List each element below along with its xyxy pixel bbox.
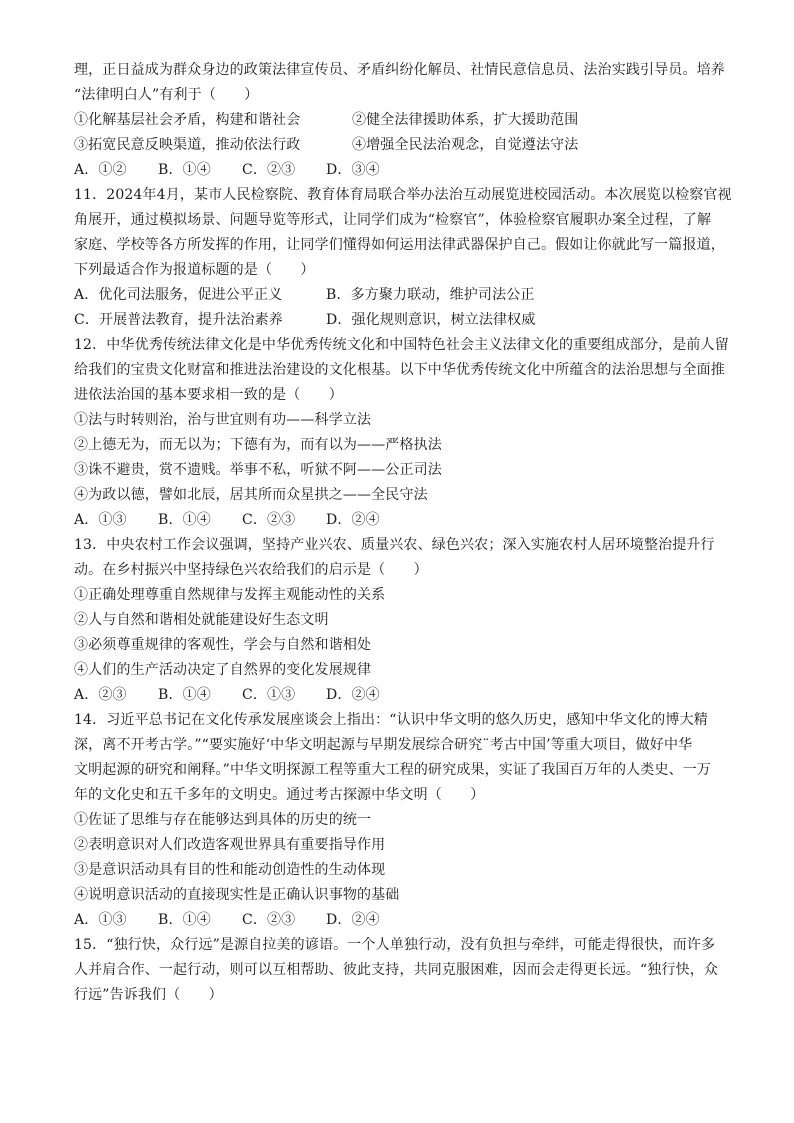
answer-options <box>74 683 724 708</box>
answer-option-a: A．优化司法服务，促进公平正义 <box>74 287 283 303</box>
answer-option-d: D．③④ <box>326 162 380 178</box>
question-stem-line: 12．中华优秀传统法律文化是中华优秀传统文化和中国特色社会主义法律文化的重要组成部分，是前人留 <box>74 337 729 353</box>
answer-option-b: B．①④ <box>158 912 211 928</box>
statement: ③是意识活动具有目的性和能动创造性的生动体现 <box>74 862 386 878</box>
question-stem-line: “法律明白人”有利于（ ） <box>74 87 259 103</box>
answer-option-b: B．①④ <box>158 687 211 703</box>
answer-option-c: C．①③ <box>242 687 296 703</box>
statement: ③拓宽民意反映渠道，推动依法行政 <box>74 137 301 153</box>
question-stem-line: 13．中央农村工作会议强调，坚持产业兴农、质量兴农、绿色兴农；深入实施农村人居环境整治提升行 <box>74 537 715 553</box>
statement-row <box>74 108 724 133</box>
question-stem-line: 14．习近平总书记在文化传承发展座谈会上指出：“认识中华文明的悠久历史，感知中华文化的博大精 <box>74 712 708 728</box>
statement: ④说明意识活动的直接现实性是正确认识事物的基础 <box>74 887 400 903</box>
answer-option-c: C．②③ <box>242 912 296 928</box>
statement: ①佐证了思维与存在能够达到具体的历史的统一 <box>74 812 372 828</box>
statement: ②表明意识对人们改造客观世界具有重要指导作用 <box>74 837 386 853</box>
answer-option-d: D．强化规则意识，树立法律权威 <box>326 312 536 328</box>
question-12 <box>74 333 729 533</box>
question-stem-line: 人并肩合作、一起行动，则可以互相帮助、彼此支持，共同克服困难，因而会走得更长远。“独行快，众 <box>74 962 719 978</box>
statement: ④人们的生产活动决定了自然界的变化发展规律 <box>74 662 372 678</box>
question-stem-line: 理，正日益成为群众身边的政策法律宣传员、矛盾纠纷化解员、社情民意信息员、法治实践引导员。培养 <box>74 62 725 78</box>
statement: ②上德无为，而无以为；下德有为，而有以为——严格执法 <box>74 437 442 453</box>
question-stem-line: 动。在乡村振兴中坚持绿色兴农给我们的启示是（ ） <box>74 562 428 578</box>
answer-option-d: D．②④ <box>326 512 380 528</box>
answer-option-d: D．②④ <box>326 687 380 703</box>
question-stem-line: 深，离不开考古学。”“要实施好‘中华文明起源与早期发展综合研究¨考古中国’等重大项目，做好中华 <box>74 737 693 753</box>
statement: ②健全法律援助体系，扩大援助范围 <box>352 112 579 128</box>
answer-option-c: C．②③ <box>242 512 296 528</box>
answer-options <box>74 508 724 533</box>
question-stem-line: 行远”告诉我们（ ） <box>74 987 223 1003</box>
answer-options <box>74 908 724 933</box>
statement-row <box>74 133 724 158</box>
answer-options <box>74 158 724 183</box>
answer-options-row <box>74 308 724 333</box>
question-stem-line: 角展开，通过模拟场景、问题导览等形式，让同学们成为“检察官”，体验检察官履职办案全过程，了解 <box>74 212 712 228</box>
exam-page <box>74 58 732 1008</box>
answer-option-b: B．①④ <box>158 162 211 178</box>
answer-option-d: D．②④ <box>326 912 380 928</box>
statement: ④增强全民法治观念，自觉遵法守法 <box>352 137 579 153</box>
question-14 <box>74 708 724 933</box>
answer-option-a: A．②③ <box>74 687 127 703</box>
answer-option-c: C．②③ <box>242 162 296 178</box>
statement: ②人与自然和谐相处就能建设好生态文明 <box>74 612 329 628</box>
statement: ①正确处理尊重自然规律与发挥主观能动性的关系 <box>74 587 386 603</box>
question-10 <box>74 58 724 183</box>
question-stem-line: 进依法治国的基本要求相一致的是（ ） <box>74 387 343 403</box>
question-stem-line: 年的文化史和五千多年的文明史。通过考古探源中华文明（ ） <box>74 787 485 803</box>
answer-option-a: A．①② <box>74 162 127 178</box>
question-stem-line: 文明起源的研究和阐释。”中华文明探源工程等重大工程的研究成果，实证了我国百万年的人类史、一万 <box>74 762 712 778</box>
answer-option-b: B．①④ <box>158 512 211 528</box>
question-stem-line: 下列最适合作为报道标题的是（ ） <box>74 262 315 278</box>
question-stem-line: 11．2024年4月，某市人民检察院、教育体育局联合举办法治互动展览进校园活动。本次展览以检察官视 <box>74 187 732 203</box>
question-stem-line: 15．“独行快，众行远”是源自拉美的谚语。一个人单独行动，没有负担与牵绊，可能走得很快，而许多 <box>74 937 716 953</box>
statement: ③必须尊重规律的客观性，学会与自然和谐相处 <box>74 637 372 653</box>
question-11 <box>74 183 732 333</box>
question-13 <box>74 533 724 708</box>
question-15 <box>74 933 724 1008</box>
answer-option-a: A．①③ <box>74 912 127 928</box>
statement: ④为政以德，譬如北辰，居其所而众星拱之——全民守法 <box>74 487 428 503</box>
answer-option-a: A．①③ <box>74 512 127 528</box>
statement: ①法与时转则治，治与世宜则有功——科学立法 <box>74 412 372 428</box>
statement: ③诛不避贵，赏不遗贱。举事不私，听狱不阿——公正司法 <box>74 462 442 478</box>
question-stem-line: 给我们的宝贵文化财富和推进法治建设的文化根基。以下中华优秀传统文化中所蕴含的法治思想与全面推 <box>74 362 725 378</box>
answer-option-c: C．开展普法教育，提升法治素养 <box>74 312 283 328</box>
answer-options-row <box>74 283 724 308</box>
answer-option-b: B．多方聚力联动，维护司法公正 <box>326 287 535 303</box>
statement: ①化解基层社会矛盾，构建和谐社会 <box>74 112 301 128</box>
question-stem-line: 家庭、学校等各方所发挥的作用，让同学们懂得如何运用法律武器保护自己。假如让你就此写一篇报道， <box>74 237 725 253</box>
